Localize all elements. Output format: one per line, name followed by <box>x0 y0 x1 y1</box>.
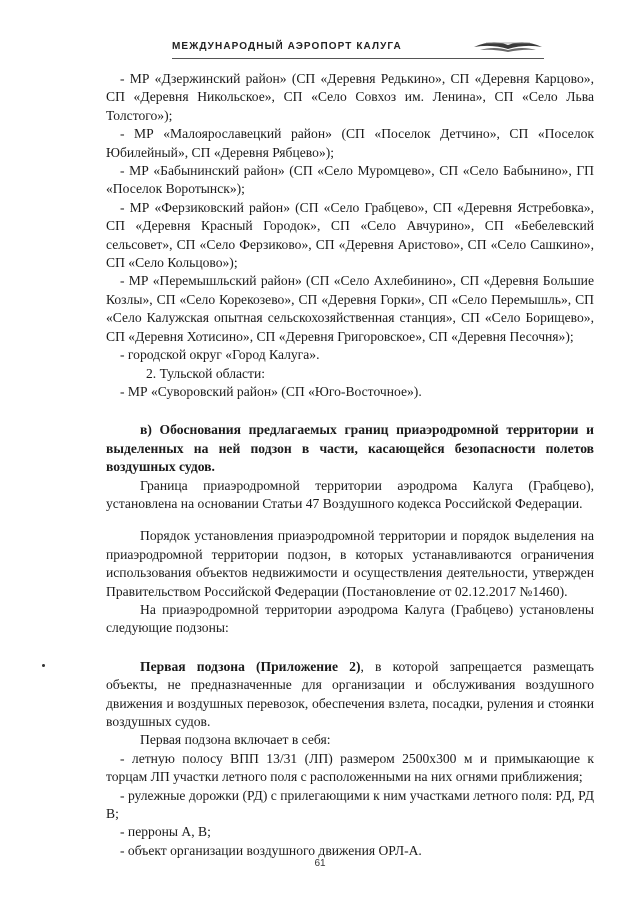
first-subzone-text: , в которой запрещается размещать объекты, не предназначенные для организации и обслуживания воздушного движения и воздушных перевозок, обеспечения взлета, посадки, руления и стоянки воздушных судов. <box>106 658 594 729</box>
header-title: МЕЖДУНАРОДНЫЙ АЭРОПОРТ КАЛУГА <box>172 41 402 52</box>
paragraph-kaluga-city: - городской округ «Город Калуга». <box>120 347 320 363</box>
list-item-runway: - летную полосу ВПП 13/31 (ЛП) размером 2500х300 м и примыкающие к торцам ЛП участки летного поля с расположенными на них огнями приближения; <box>106 750 594 785</box>
margin-mark <box>42 664 45 667</box>
paragraph-peremyshl: - МР «Перемышльский район» (СП «Село Ахлебинино», СП «Деревня Большие Козлы», СП «Село Корекозево», СП «Деревня Горки», СП «Село Перемышль», СП «Село Калужская опытная сельскохозяйственная станция», СП «Село Борищево», СП «Деревня Хотисино», СП «Деревня Григоровское», СП «Деревня Песочня»); <box>106 273 594 344</box>
document-body <box>106 70 594 860</box>
paragraph-babynino: - МР «Бабынинский район» (СП «Село Муромцево», СП «Село Бабынино», ГП «Поселок Воротынск»); <box>106 163 594 197</box>
paragraph-tula-region: 2. Тульской области: <box>146 365 266 381</box>
list-item-taxiways: - рулежные дорожки (РД) с прилегающими к ним участками летного поля: РД, РД В; <box>106 787 594 822</box>
wings-emblem-icon <box>472 38 544 56</box>
first-subzone-title: Первая подзона (Приложение 2) <box>140 658 361 674</box>
paragraph-dzerzhinsky: - МР «Дзержинский район» (СП «Деревня Редькино», СП «Деревня Карцово», СП «Деревня Никольское», СП «Село Совхоз им. Ленина», СП «Село Льва Толстого»); <box>106 71 594 123</box>
page-header <box>172 38 544 58</box>
paragraph-maloyaroslavets: - МР «Малоярославецкий район» (СП «Поселок Детчино», СП «Поселок Юбилейный», СП «Деревня Рябцево»); <box>106 126 594 160</box>
paragraph-boundary: Граница приаэродромной территории аэродрома Калуга (Грабцево), установлена на основании Статьи 47 Воздушного кодекса Российской Федерации. <box>106 477 594 511</box>
paragraph-ferzikovo: - МР «Ферзиковский район» (СП «Село Грабцево», СП «Деревня Ястребовка», СП «Деревня Красный Городок», СП «Село Авчурино», СП «Бебелевский сельсовет», СП «Село Ферзиково», СП «Деревня Аристово», СП «Село Сашкино», СП «Село Кольцово»); <box>106 199 594 271</box>
paragraph-suvorov: - МР «Суворовский район» (СП «Юго-Восточное»). <box>120 383 422 399</box>
paragraph-first-subzone-includes: Первая подзона включает в себя: <box>140 732 331 748</box>
paragraph-procedure: Порядок установления приаэродромной территории и порядок выделения на приаэродромной территории подзон, в которых устанавливаются ограничения использования объектов недвижимости и осуществления деятельности, утвержден Правительством Российской Федерации (Постановление от 02.12.2017 №1460). <box>106 528 594 599</box>
section-heading: в) Обоснования предлагаемых границ приаэродромной территории и выделенных на ней подзон в части, касающейся безопасности полетов воздушных судов. <box>106 422 594 475</box>
page-number: 61 <box>314 858 326 869</box>
paragraph-subzones-intro: На приаэродромной территории аэродрома Калуга (Грабцево) установлены следующие подзоны: <box>106 601 594 636</box>
list-item-atc-object: - объект организации воздушного движения ОРЛ-А. <box>120 842 422 858</box>
paragraph-first-subzone <box>106 658 594 732</box>
list-item-aprons: - перроны А, В; <box>120 824 211 840</box>
header-rule <box>172 58 544 59</box>
